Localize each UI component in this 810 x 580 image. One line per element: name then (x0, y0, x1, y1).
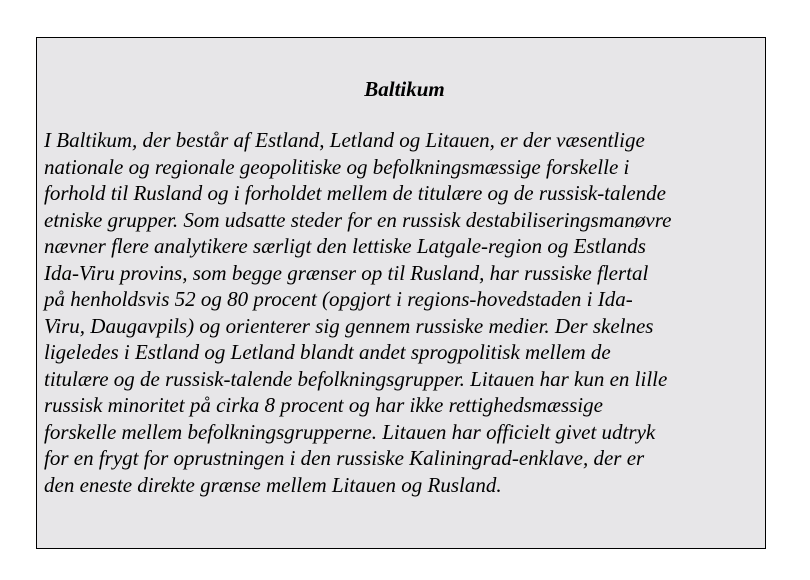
body-line: etniske grupper. Som udsatte steder for en russisk destabiliseringsmanøvre (44, 207, 672, 232)
body-line: forskelle mellem befolkningsgrupperne. Litauen har officielt givet udtryk (44, 419, 656, 444)
body-line: den eneste direkte grænse mellem Litauen og Rusland. (44, 472, 502, 497)
body-line: nævner flere analytikere særligt den lettiske Latgale-region og Estlands (44, 234, 646, 258)
text-box (36, 37, 766, 549)
body-line: titulære og de russisk-talende befolkningsgrupper. Litauen har kun en lille (44, 366, 668, 391)
box-title: Baltikum (364, 77, 445, 101)
body-line: på henholdsvis 52 og 80 procent (opgjort i regions-hovedstaden i Ida- (44, 287, 633, 311)
body-line: russisk minoritet på cirka 8 procent og har ikke rettighedsmæssige (44, 393, 603, 417)
body-line: Ida-Viru provins, som begge grænser op til Rusland, har russiske flertal (44, 260, 649, 285)
body-line: ligeledes i Estland og Letland blandt andet sprogpolitisk mellem de (44, 340, 611, 364)
body-line: for en frygt for oprustningen i den russiske Kaliningrad-enklave, der er (44, 446, 645, 470)
box-body (44, 127, 765, 498)
body-line: I Baltikum, der består af Estland, Letland og Litauen, er der væsentlige (44, 128, 645, 152)
body-line: nationale og regionale geopolitiske og befolkningsmæssige forskelle i (44, 154, 630, 179)
body-line: Viru, Daugavpils) og orienterer sig gennem russiske medier. Der skelnes (44, 313, 654, 338)
body-line: forhold til Rusland og i forholdet mellem de titulære og de russisk-talende (44, 181, 666, 205)
